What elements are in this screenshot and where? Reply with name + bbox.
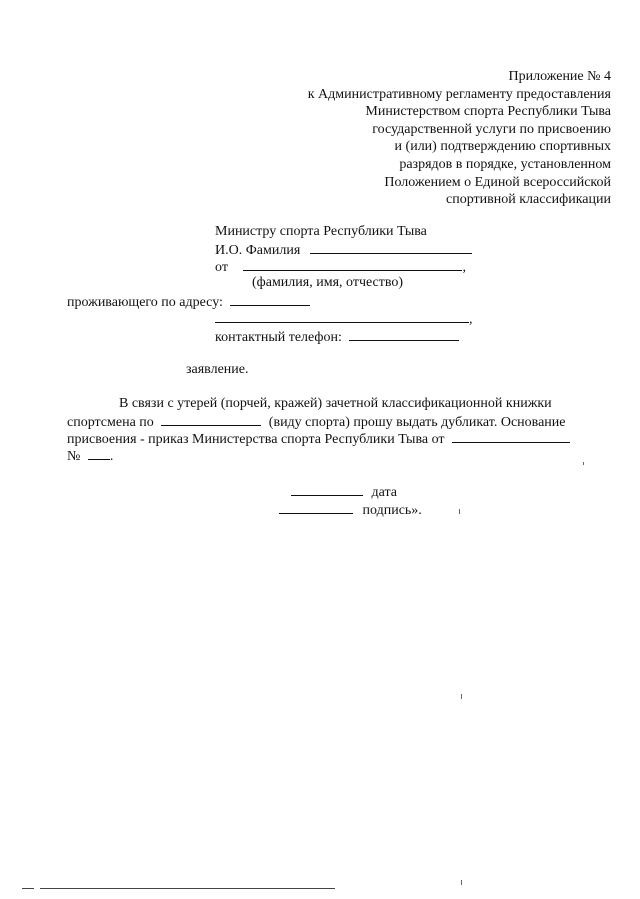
footer-line <box>22 888 34 889</box>
appendix-line: государственной услуги по присвоению <box>372 121 611 137</box>
appendix-line: Приложение № 4 <box>508 69 611 84</box>
from-field[interactable] <box>243 257 462 271</box>
address-line-row: , <box>215 309 473 328</box>
phone-field[interactable] <box>349 327 459 341</box>
scan-speck <box>461 880 462 885</box>
statement-line-4 <box>67 446 113 465</box>
scan-speck <box>583 462 584 465</box>
appendix-line: Министерством спорта Республики Тыва <box>365 104 611 120</box>
order-date-field[interactable] <box>452 429 570 443</box>
from-row: от , <box>215 257 466 276</box>
order-text: присвоения - приказ Министерства спорта Республики Тыва от <box>67 432 445 447</box>
scan-speck <box>461 694 462 699</box>
statement-title: заявление. <box>186 362 249 377</box>
residence-label: проживающего по адресу: <box>67 295 223 310</box>
signature-field[interactable] <box>279 500 353 514</box>
date-label: дата <box>371 485 397 500</box>
appendix-line: и (или) подтверждению спортивных <box>394 139 611 155</box>
addressee-to: Министру спорта Республики Тыва <box>215 224 427 239</box>
number-end: . <box>109 449 114 464</box>
number-label: № <box>67 449 81 464</box>
statement-line-3 <box>67 429 570 448</box>
statement-line-1: В связи с утерей (порчей, кражей) зачетной классификационной книжки <box>119 396 552 411</box>
name-field[interactable] <box>310 240 472 254</box>
appendix-line: к Административному регламенту предоставления <box>307 86 611 102</box>
sport-suffix: (виду спорта) прошу выдать дубликат. Основание <box>268 415 566 430</box>
phone-label: контактный телефон: <box>215 330 342 345</box>
name-label: И.О. Фамилия <box>215 243 301 258</box>
order-number-field[interactable] <box>88 446 110 460</box>
from-label: от <box>215 260 228 275</box>
scan-speck <box>459 509 460 514</box>
appendix-line: спортивной классификации <box>446 192 611 208</box>
date-row <box>291 482 397 501</box>
residence-field[interactable] <box>230 292 310 306</box>
appendix-line: разрядов в порядке, установленном <box>399 156 611 172</box>
signature-row <box>279 500 422 519</box>
signature-label: подпись». <box>362 503 422 518</box>
phone-row <box>215 327 459 346</box>
from-hint: (фамилия, имя, отчество) <box>252 275 404 290</box>
date-field[interactable] <box>291 482 363 496</box>
appendix-header <box>308 68 611 209</box>
sport-prefix: спортсмена по <box>67 415 154 430</box>
sport-field[interactable] <box>161 412 261 426</box>
address-line-field[interactable] <box>215 309 469 323</box>
appendix-line: Положением о Единой всероссийской <box>384 174 611 190</box>
footer-line <box>40 888 335 889</box>
